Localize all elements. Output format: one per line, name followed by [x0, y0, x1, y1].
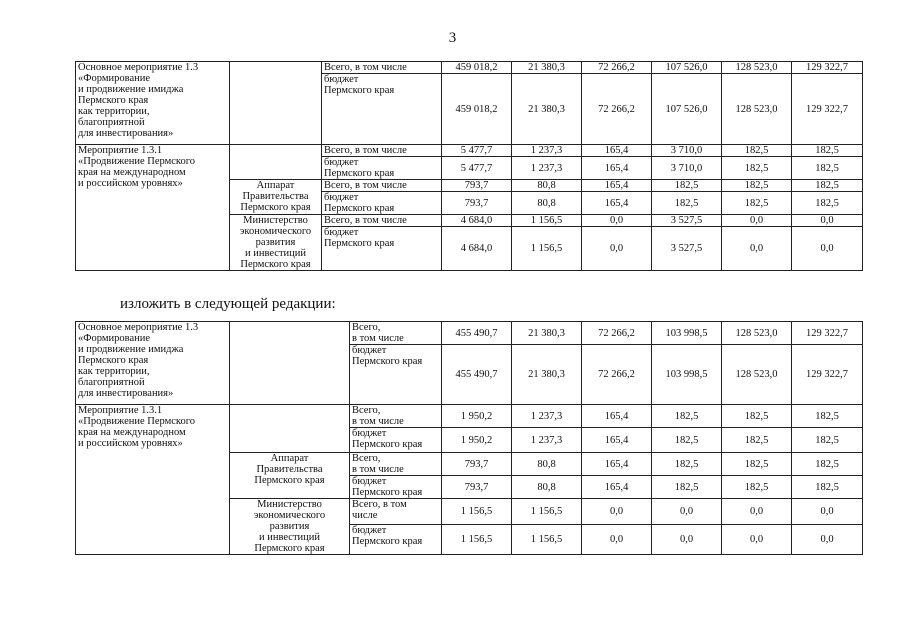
value-cell: 182,5: [722, 476, 792, 499]
value-cell: 72 266,2: [582, 62, 652, 74]
value-cell: 182,5: [722, 192, 792, 215]
value-cell: 182,5: [652, 192, 722, 215]
value-cell: 165,4: [582, 405, 652, 428]
value-cell: 129 322,7: [792, 74, 863, 145]
value-cell: 182,5: [652, 428, 722, 453]
value-cell: 1 156,5: [512, 227, 582, 271]
value-cell: 182,5: [722, 428, 792, 453]
value-cell: 107 526,0: [652, 74, 722, 145]
funding-label: Всего, в том числе: [350, 322, 442, 345]
value-cell: 0,0: [792, 499, 863, 525]
value-cell: 165,4: [582, 180, 652, 192]
value-cell: 793,7: [442, 476, 512, 499]
value-cell: 0,0: [582, 227, 652, 271]
value-cell: 0,0: [722, 525, 792, 555]
value-cell: 0,0: [722, 215, 792, 227]
value-cell: 182,5: [722, 180, 792, 192]
value-cell: 165,4: [582, 476, 652, 499]
value-cell: 1 950,2: [442, 405, 512, 428]
instruction-text: изложить в следующей редакции:: [120, 296, 336, 312]
value-cell: 165,4: [582, 428, 652, 453]
value-cell: 182,5: [722, 157, 792, 180]
value-cell: 182,5: [792, 145, 863, 157]
value-cell: 0,0: [722, 499, 792, 525]
value-cell: 129 322,7: [792, 62, 863, 74]
value-cell: 182,5: [792, 453, 863, 476]
value-cell: 5 477,7: [442, 157, 512, 180]
value-cell: 80,8: [512, 476, 582, 499]
value-cell: 182,5: [722, 145, 792, 157]
value-cell: 3 710,0: [652, 145, 722, 157]
value-cell: 182,5: [792, 428, 863, 453]
funding-label: бюджет Пермского края: [350, 476, 442, 499]
value-cell: 0,0: [722, 227, 792, 271]
executor-cell: [230, 145, 322, 180]
value-cell: 182,5: [792, 405, 863, 428]
executor-cell: [230, 322, 350, 405]
value-cell: 0,0: [792, 525, 863, 555]
value-cell: 1 237,3: [512, 405, 582, 428]
value-cell: 0,0: [582, 499, 652, 525]
value-cell: 103 998,5: [652, 322, 722, 345]
value-cell: 129 322,7: [792, 322, 863, 345]
table-row: [76, 62, 863, 74]
funding-label: Всего, в том числе: [350, 453, 442, 476]
funding-label: Всего, в том числе: [350, 405, 442, 428]
value-cell: 0,0: [792, 227, 863, 271]
value-cell: 459 018,2: [442, 74, 512, 145]
value-cell: 182,5: [652, 180, 722, 192]
value-cell: 455 490,7: [442, 345, 512, 405]
table-row: [76, 322, 863, 345]
value-cell: 21 380,3: [512, 74, 582, 145]
value-cell: 165,4: [582, 145, 652, 157]
value-cell: 107 526,0: [652, 62, 722, 74]
value-cell: 0,0: [582, 215, 652, 227]
value-cell: 182,5: [792, 476, 863, 499]
main-activity-name: Основное мероприятие 1.3 «Формирование и продвижение имиджа Пермского края как территории, благоприятной для инвестирования»: [76, 62, 230, 145]
value-cell: 128 523,0: [722, 345, 792, 405]
value-cell: 793,7: [442, 453, 512, 476]
value-cell: 80,8: [512, 192, 582, 215]
executor-name: Министерство экономического развития и инвестиций Пермского края: [230, 215, 322, 271]
page-number: 3: [448, 30, 457, 46]
value-cell: 1 156,5: [512, 525, 582, 555]
value-cell: 182,5: [792, 180, 863, 192]
funding-label: Всего, в том числе: [322, 180, 442, 192]
funding-label: Всего, в том числе: [322, 62, 442, 74]
value-cell: 4 684,0: [442, 227, 512, 271]
value-cell: 1 156,5: [442, 499, 512, 525]
value-cell: 21 380,3: [512, 62, 582, 74]
value-cell: 0,0: [652, 525, 722, 555]
value-cell: 5 477,7: [442, 145, 512, 157]
executor-cell: [230, 405, 350, 453]
value-cell: 182,5: [652, 453, 722, 476]
value-cell: 0,0: [792, 215, 863, 227]
value-cell: 80,8: [512, 180, 582, 192]
value-cell: 128 523,0: [722, 62, 792, 74]
value-cell: 0,0: [582, 525, 652, 555]
value-cell: 182,5: [722, 405, 792, 428]
value-cell: 1 156,5: [442, 525, 512, 555]
budget-table-old: [75, 61, 863, 271]
value-cell: 182,5: [652, 405, 722, 428]
value-cell: 128 523,0: [722, 74, 792, 145]
sub-activity-name: Мероприятие 1.3.1 «Продвижение Пермского края на международном и российском уровнях»: [76, 145, 230, 271]
value-cell: 103 998,5: [652, 345, 722, 405]
table-row: [76, 405, 863, 428]
table-row: [76, 145, 863, 157]
value-cell: 1 950,2: [442, 428, 512, 453]
funding-label: бюджет Пермского края: [350, 428, 442, 453]
value-cell: 165,4: [582, 453, 652, 476]
funding-label: бюджет Пермского края: [322, 74, 442, 145]
value-cell: 0,0: [652, 499, 722, 525]
funding-label: бюджет Пермского края: [322, 192, 442, 215]
executor-cell: [230, 62, 322, 145]
value-cell: 182,5: [722, 453, 792, 476]
value-cell: 21 380,3: [512, 322, 582, 345]
value-cell: 1 156,5: [512, 499, 582, 525]
funding-label: Всего, в том числе: [350, 499, 442, 525]
value-cell: 3 527,5: [652, 227, 722, 271]
value-cell: 455 490,7: [442, 322, 512, 345]
funding-label: бюджет Пермского края: [350, 525, 442, 555]
value-cell: 165,4: [582, 192, 652, 215]
funding-label: бюджет Пермского края: [322, 157, 442, 180]
value-cell: 1 237,3: [512, 428, 582, 453]
value-cell: 129 322,7: [792, 345, 863, 405]
value-cell: 793,7: [442, 192, 512, 215]
main-activity-name: Основное мероприятие 1.3 «Формирование и продвижение имиджа Пермского края как территории, благоприятной для инвестирования»: [76, 322, 230, 405]
value-cell: 165,4: [582, 157, 652, 180]
value-cell: 72 266,2: [582, 345, 652, 405]
value-cell: 3 527,5: [652, 215, 722, 227]
value-cell: 4 684,0: [442, 215, 512, 227]
funding-label: Всего, в том числе: [322, 145, 442, 157]
value-cell: 128 523,0: [722, 322, 792, 345]
value-cell: 793,7: [442, 180, 512, 192]
value-cell: 182,5: [792, 157, 863, 180]
funding-label: Всего, в том числе: [322, 215, 442, 227]
executor-name: Министерство экономического развития и инвестиций Пермского края: [230, 499, 350, 555]
sub-activity-name: Мероприятие 1.3.1 «Продвижение Пермского края на международном и российском уровнях»: [76, 405, 230, 555]
value-cell: 182,5: [652, 476, 722, 499]
value-cell: 80,8: [512, 453, 582, 476]
funding-label: бюджет Пермского края: [350, 345, 442, 405]
value-cell: 3 710,0: [652, 157, 722, 180]
executor-name: Аппарат Правительства Пермского края: [230, 180, 322, 215]
value-cell: 1 237,3: [512, 157, 582, 180]
executor-name: Аппарат Правительства Пермского края: [230, 453, 350, 499]
value-cell: 1 156,5: [512, 215, 582, 227]
value-cell: 72 266,2: [582, 322, 652, 345]
value-cell: 1 237,3: [512, 145, 582, 157]
funding-label: бюджет Пермского края: [322, 227, 442, 271]
value-cell: 459 018,2: [442, 62, 512, 74]
value-cell: 21 380,3: [512, 345, 582, 405]
budget-table-new: [75, 321, 863, 555]
value-cell: 182,5: [792, 192, 863, 215]
value-cell: 72 266,2: [582, 74, 652, 145]
